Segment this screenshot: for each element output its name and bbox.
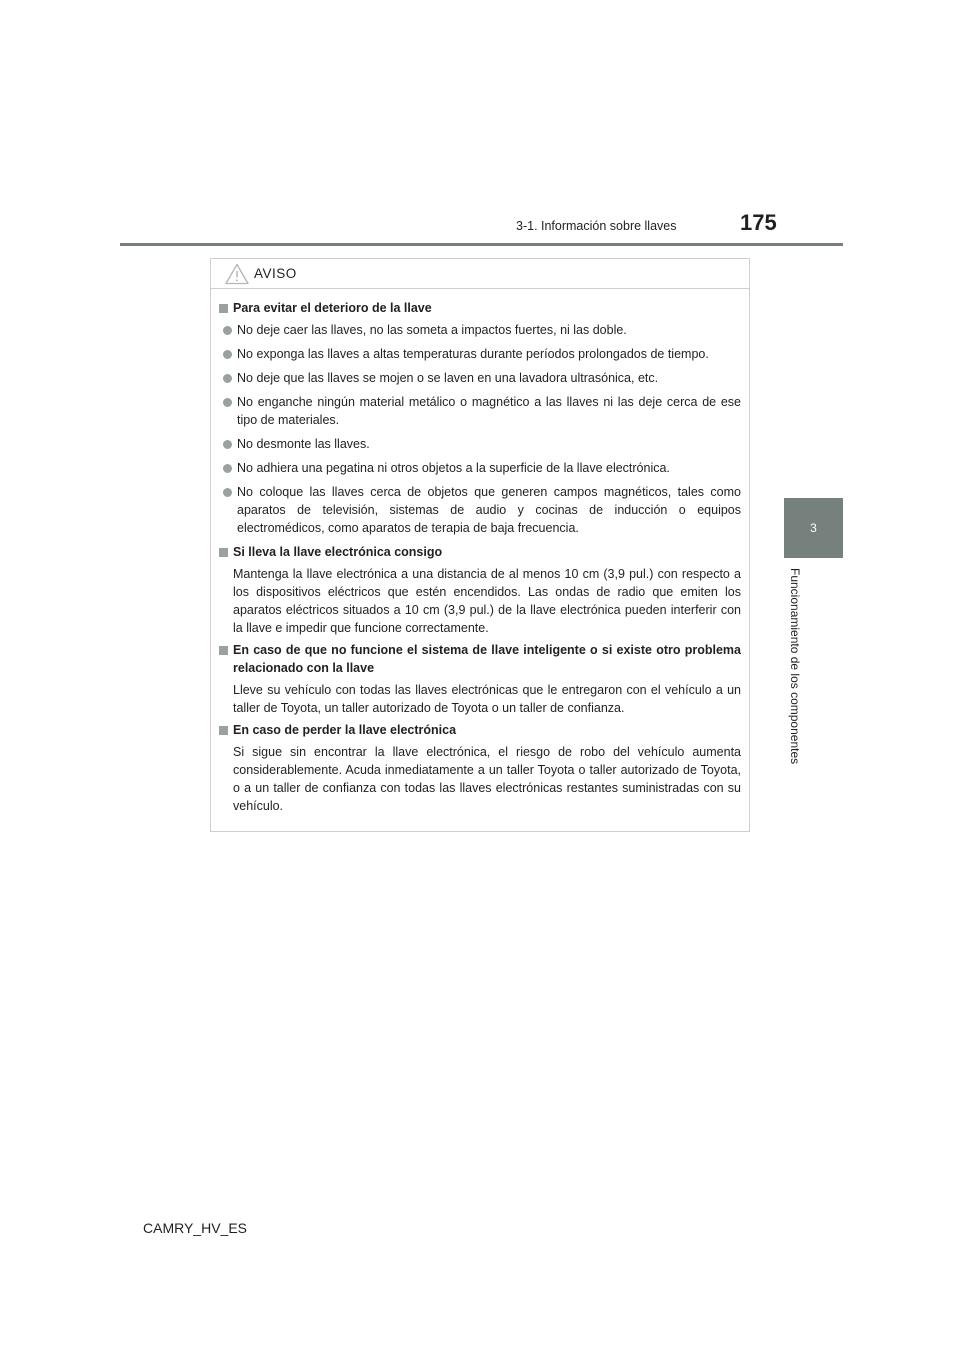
warning-section bbox=[219, 721, 741, 815]
list-item: No deje caer las llaves, no las someta a impactos fuertes, ni las doble. bbox=[223, 321, 741, 339]
model-code: CAMRY_HV_ES bbox=[143, 1220, 248, 1236]
round-bullet-icon bbox=[223, 326, 232, 335]
square-bullet-icon bbox=[219, 726, 228, 735]
section-text: Lleve su vehículo con todas las llaves electrónicas que le entregaron con el vehículo a un taller de Toyota, un taller autorizado de Toyota o un taller de confianza. bbox=[233, 683, 741, 715]
header-rule bbox=[120, 243, 843, 246]
chapter-number: 3 bbox=[810, 521, 817, 535]
list-item: No coloque las llaves cerca de objetos que generen campos magnéticos, tales como aparatos de televisión, sistemas de audio y cocinas de inducción o equipos electromédicos, como aparatos de terapia de baja frecuencia. bbox=[223, 483, 741, 537]
list-item: No exponga las llaves a altas temperaturas durante períodos prolongados de tiempo. bbox=[223, 345, 741, 363]
list-item: No adhiera una pegatina ni otros objetos a la superficie de la llave electrónica. bbox=[223, 459, 741, 477]
round-bullet-icon bbox=[223, 350, 232, 359]
section-text: Si sigue sin encontrar la llave electrónica, el riesgo de robo del vehículo aumenta considerablemente. Acuda inmediatamente a un taller Toyota o taller autorizado de Toyota, o a un taller de confianza con todas las llaves electrónicas restantes suministradas con su vehículo. bbox=[233, 745, 741, 813]
round-bullet-icon bbox=[223, 374, 232, 383]
warning-header bbox=[211, 259, 749, 289]
warning-body bbox=[211, 289, 749, 815]
section-text: Mantenga la llave electrónica a una distancia de al menos 10 cm (3,9 pul.) con respecto a los dispositivos eléctricos que estén encendidos. Las ondas de radio que emiten los aparatos eléctricos situados a 10 cm (3,9 pul.) de la llave electrónica pueden interferir con la llave e impedir que funcione correctamente. bbox=[233, 567, 741, 635]
square-bullet-icon bbox=[219, 304, 228, 313]
square-bullet-icon bbox=[219, 646, 228, 655]
warning-triangle-icon bbox=[225, 263, 249, 285]
round-bullet-icon bbox=[223, 440, 232, 449]
chapter-tab bbox=[784, 498, 843, 558]
list-item: No deje que las llaves se mojen o se laven en una lavadora ultrasónica, etc. bbox=[223, 369, 741, 387]
warning-section bbox=[219, 641, 741, 717]
round-bullet-icon bbox=[223, 464, 232, 473]
round-bullet-icon bbox=[223, 488, 232, 497]
list-item: No desmonte las llaves. bbox=[223, 435, 741, 453]
section-heading: En caso de perder la llave electrónica bbox=[219, 721, 741, 739]
section-title: 3-1. Información sobre llaves bbox=[516, 219, 677, 233]
square-bullet-icon bbox=[219, 548, 228, 557]
warning-title: AVISO bbox=[254, 266, 297, 281]
list-item: No enganche ningún material metálico o magnético a las llaves ni las deje cerca de ese tipo de materiales. bbox=[223, 393, 741, 429]
warning-box bbox=[210, 258, 750, 832]
warning-section bbox=[219, 543, 741, 637]
section-heading: En caso de que no funcione el sistema de llave inteligente o si existe otro problema relacionado con la llave bbox=[219, 641, 741, 677]
round-bullet-icon bbox=[223, 398, 232, 407]
warning-section bbox=[219, 299, 741, 537]
chapter-title: Funcionamiento de los componentes bbox=[788, 568, 802, 765]
page-number: 175 bbox=[740, 210, 777, 235]
section-heading: Para evitar el deterioro de la llave bbox=[219, 299, 741, 317]
section-heading: Si lleva la llave electrónica consigo bbox=[219, 543, 741, 561]
